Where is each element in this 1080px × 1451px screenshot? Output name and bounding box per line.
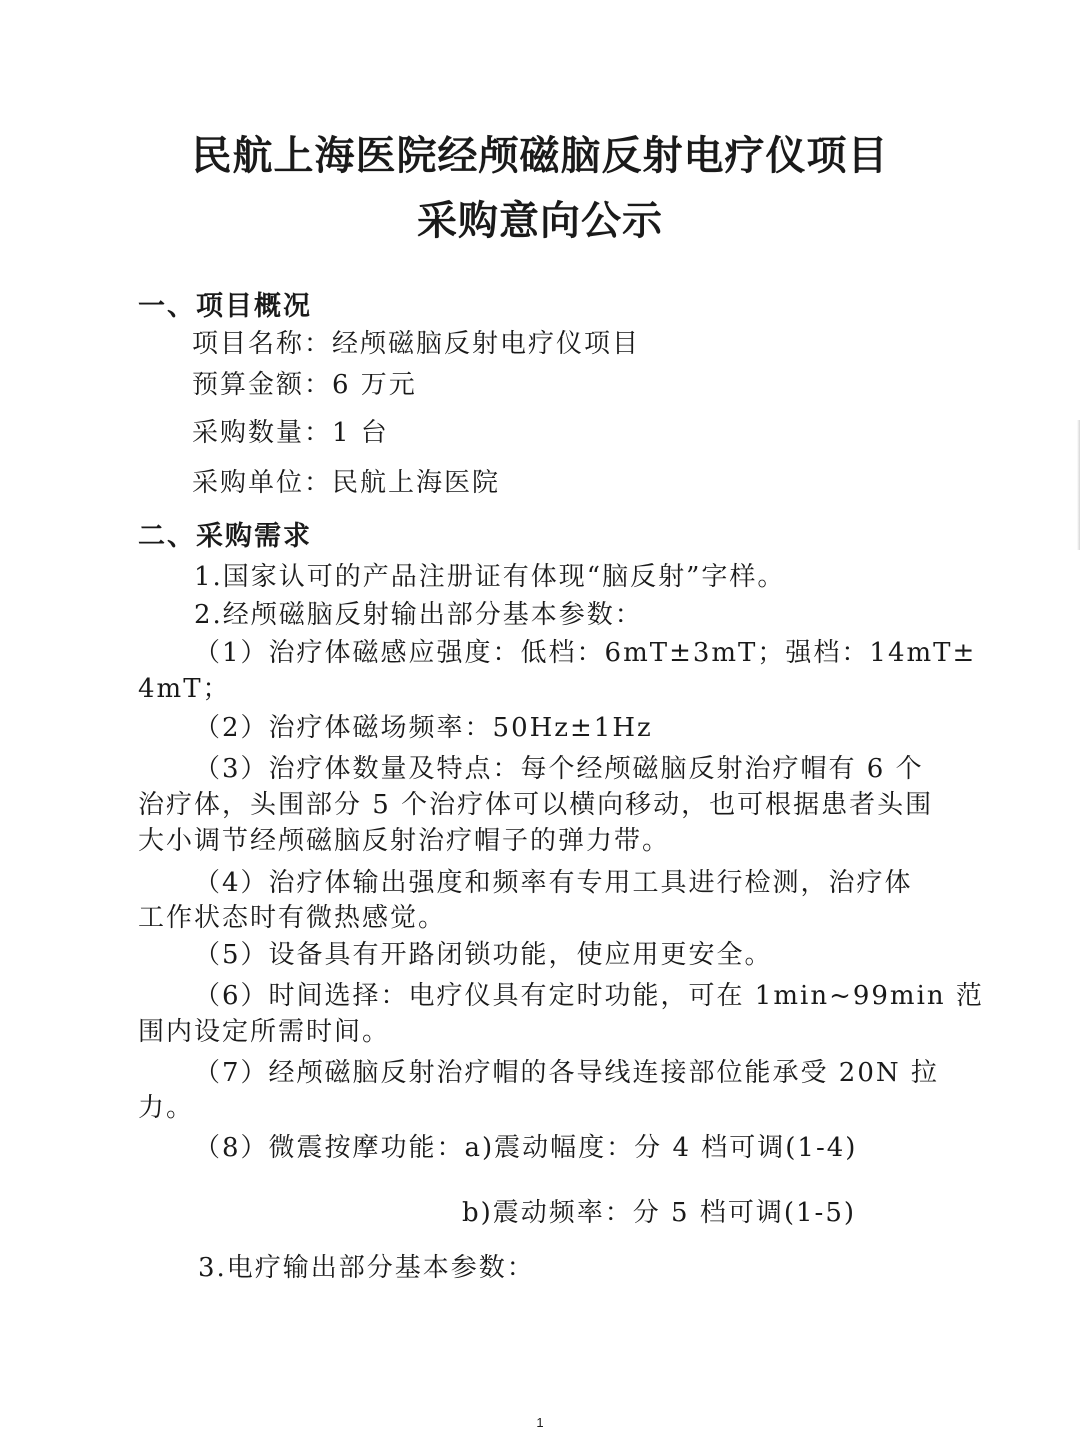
param-3-line2: 治疗体，头围部分 5 个治疗体可以横向移动，也可根据患者头围	[138, 790, 934, 820]
param-7-line1: （7）经颅磁脑反射治疗帽的各导线连接部位能承受 20N 拉	[194, 1058, 939, 1088]
param-4-line1: （4）治疗体输出强度和频率有专用工具进行检测，治疗体	[194, 868, 913, 898]
requirement-2: 2.经颅磁脑反射输出部分基本参数：	[194, 600, 643, 630]
section1-heading: 一、项目概况	[138, 291, 312, 322]
requirement-3: 3.电疗输出部分基本参数：	[198, 1253, 535, 1283]
param-6-line2: 围内设定所需时间。	[138, 1017, 391, 1047]
project-name: 项目名称：经颅磁脑反射电疗仪项目	[192, 329, 641, 359]
section2-heading: 二、采购需求	[138, 521, 312, 552]
param-1-line1: （1）治疗体磁感应强度：低档：6mT±3mT；强档：14mT±	[194, 638, 977, 668]
purchasing-unit: 采购单位：民航上海医院	[192, 468, 501, 498]
param-8-line2: b)震动频率：分 5 档可调(1-5)	[462, 1198, 857, 1228]
param-7-line2: 力。	[138, 1093, 195, 1123]
param-3-line3: 大小调节经颅磁脑反射治疗帽子的弹力带。	[138, 826, 671, 856]
param-4-line2: 工作状态时有微热感觉。	[138, 903, 447, 933]
param-8-line1: （8）微震按摩功能：a)震动幅度：分 4 档可调(1-4)	[194, 1133, 858, 1163]
page-number: 1	[536, 1415, 544, 1430]
document-title-line2: 采购意向公示	[417, 198, 663, 244]
param-3-line1: （3）治疗体数量及特点：每个经颅磁脑反射治疗帽有 6 个	[194, 754, 924, 784]
document-title-line1: 民航上海医院经颅磁脑反射电疗仪项目	[191, 133, 889, 179]
purchase-quantity: 采购数量：1 台	[192, 418, 389, 448]
param-5: （5）设备具有开路闭锁功能，使应用更安全。	[194, 940, 773, 970]
param-1-line2: 4mT；	[138, 674, 231, 704]
requirement-1: 1.国家认可的产品注册证有体现“脑反射”字样。	[194, 562, 786, 592]
budget-amount: 预算金额：6 万元	[192, 370, 417, 400]
param-6-line1: （6）时间选择：电疗仪具有定时功能，可在 1min~99min 范	[194, 981, 984, 1011]
param-2: （2）治疗体磁场频率：50Hz±1Hz	[194, 713, 653, 743]
